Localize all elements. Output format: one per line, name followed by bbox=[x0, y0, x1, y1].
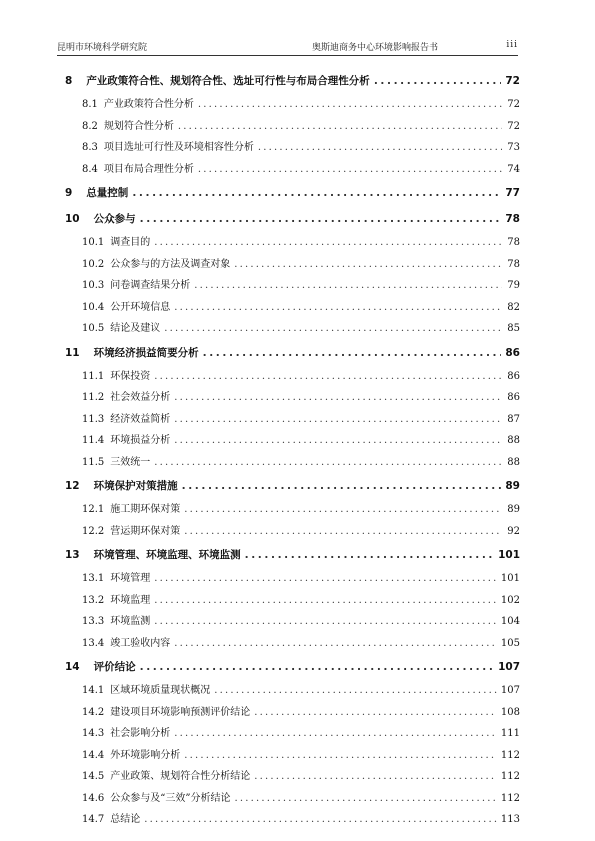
toc-entry-title: 施工期环保对策 bbox=[110, 504, 181, 515]
toc-entry-page: 88 bbox=[507, 435, 520, 446]
toc-section-entry[interactable] bbox=[65, 590, 520, 612]
toc-entry-page: 74 bbox=[507, 163, 520, 175]
toc-entry-number: 10.4 bbox=[82, 301, 105, 313]
header-page-number: iii bbox=[506, 40, 518, 50]
toc-entry-number: 13.4 bbox=[82, 637, 105, 649]
toc-entry-number: 11.4 bbox=[82, 435, 105, 446]
toc-entry-page: 101 bbox=[498, 549, 520, 561]
toc-entry-page: 112 bbox=[500, 771, 520, 782]
toc-entry-title: 三效统一 bbox=[110, 456, 151, 468]
toc-dot-leader bbox=[198, 94, 502, 116]
toc-entry-title: 环境损益分析 bbox=[110, 435, 171, 446]
toc-entry-number: 11.5 bbox=[82, 456, 105, 468]
toc-entry-title: 公众参与的方法及调查对象 bbox=[110, 258, 231, 270]
toc-section-entry[interactable] bbox=[65, 809, 520, 831]
toc-dot-leader bbox=[154, 611, 497, 633]
toc-section-entry[interactable] bbox=[65, 521, 520, 543]
toc-entry-title: 环境管理 bbox=[110, 573, 151, 584]
toc-section-entry[interactable] bbox=[65, 409, 520, 431]
toc-entry-page: 111 bbox=[500, 728, 520, 739]
toc-entry-page: 108 bbox=[500, 706, 520, 718]
toc-entry-number: 8.4 bbox=[82, 163, 98, 175]
toc-dot-leader bbox=[164, 318, 502, 340]
toc-entry-page: 107 bbox=[500, 685, 520, 696]
toc-section-entry[interactable] bbox=[65, 611, 520, 633]
toc-dot-leader bbox=[140, 206, 502, 232]
toc-section-entry[interactable] bbox=[65, 159, 520, 181]
toc-entry-number: 13.1 bbox=[82, 573, 105, 584]
toc-section-entry[interactable] bbox=[65, 723, 520, 745]
toc-entry-title: 产业政策符合性、规划符合性、选址可行性与布局合理性分析 bbox=[86, 75, 370, 87]
toc-dot-leader bbox=[154, 366, 502, 388]
toc-section-entry[interactable] bbox=[65, 297, 520, 319]
toc-entry-number: 14.5 bbox=[82, 771, 105, 782]
toc-entry-number: 12.1 bbox=[82, 504, 105, 515]
toc-dot-leader bbox=[154, 452, 502, 474]
toc-entry-title: 外环境影响分析 bbox=[110, 749, 181, 761]
toc-entry-page: 85 bbox=[507, 323, 520, 334]
toc-dot-leader bbox=[174, 633, 497, 655]
toc-entry-page: 78 bbox=[507, 258, 520, 270]
toc-section-entry[interactable] bbox=[65, 366, 520, 388]
toc-entry-title: 总量控制 bbox=[86, 187, 129, 199]
toc-dot-leader bbox=[234, 254, 502, 276]
toc-entry-title: 营运期环保对策 bbox=[110, 525, 181, 537]
toc-entry-page: 72 bbox=[507, 99, 520, 110]
toc-entry-title: 调查目的 bbox=[110, 237, 151, 248]
toc-entry-number: 14.4 bbox=[82, 749, 105, 761]
toc-section-entry[interactable] bbox=[65, 568, 520, 590]
toc-entry-page: 79 bbox=[507, 280, 520, 291]
toc-entry-page: 86 bbox=[505, 346, 520, 359]
toc-entry-title: 环境监测 bbox=[110, 616, 151, 627]
toc-entry-number: 14.2 bbox=[82, 706, 105, 718]
toc-entry-title: 结论及建议 bbox=[110, 323, 161, 334]
toc-dot-leader bbox=[245, 542, 494, 568]
header-divider bbox=[57, 55, 518, 56]
toc-dot-leader bbox=[174, 297, 502, 319]
toc-chapter-entry[interactable] bbox=[65, 340, 520, 366]
toc-entry-title: 环境管理、环境监理、环境监测 bbox=[93, 549, 241, 561]
toc-chapter-entry[interactable] bbox=[65, 206, 520, 232]
toc-entry-number: 13 bbox=[65, 549, 80, 561]
toc-section-entry[interactable] bbox=[65, 318, 520, 340]
toc-section-entry[interactable] bbox=[65, 633, 520, 655]
toc-entry-title: 经济效益简析 bbox=[110, 413, 171, 425]
toc-entry-number: 12.2 bbox=[82, 525, 105, 537]
toc-dot-leader bbox=[203, 340, 502, 366]
toc-entry-title: 产业政策符合性分析 bbox=[103, 99, 194, 110]
toc-dot-leader bbox=[184, 521, 502, 543]
toc-dot-leader bbox=[178, 116, 502, 138]
toc-entry-page: 113 bbox=[500, 814, 520, 825]
toc-entry-title: 公众参与及“三效”分析结论 bbox=[110, 792, 231, 804]
toc-entry-title: 社会效益分析 bbox=[110, 392, 171, 403]
toc-entry-number: 11.3 bbox=[82, 413, 105, 425]
toc-chapter-entry[interactable] bbox=[65, 68, 520, 94]
toc-section-entry[interactable] bbox=[65, 430, 520, 452]
toc-dot-leader bbox=[182, 473, 502, 499]
toc-entry-page: 72 bbox=[505, 75, 520, 87]
toc-entry-page: 72 bbox=[507, 120, 520, 132]
toc-dot-leader bbox=[154, 590, 497, 612]
toc-chapter-entry[interactable] bbox=[65, 473, 520, 499]
toc-entry-number: 10.2 bbox=[82, 258, 105, 270]
toc-chapter-entry[interactable] bbox=[65, 654, 520, 680]
toc-section-entry[interactable] bbox=[65, 387, 520, 409]
toc-entry-title: 评价结论 bbox=[93, 661, 136, 673]
toc-entry-number: 14.7 bbox=[82, 814, 105, 825]
toc-entry-title: 竣工验收内容 bbox=[110, 637, 171, 649]
toc-entry-title: 环境经济损益简要分析 bbox=[93, 346, 199, 359]
toc-dot-leader bbox=[174, 430, 502, 452]
toc-entry-page: 105 bbox=[500, 637, 520, 649]
toc-entry-title: 规划符合性分析 bbox=[103, 120, 174, 132]
toc-entry-title: 总结论 bbox=[110, 814, 141, 825]
toc-entry-title: 项目选址可行性及环境相容性分析 bbox=[103, 142, 254, 153]
toc-entry-number: 9 bbox=[65, 187, 73, 199]
toc-entry-number: 10 bbox=[65, 213, 80, 225]
toc-dot-leader bbox=[144, 809, 497, 831]
toc-entry-page: 77 bbox=[505, 187, 520, 199]
toc-entry-page: 86 bbox=[507, 392, 520, 403]
toc-dot-leader bbox=[374, 68, 502, 94]
toc-section-entry[interactable] bbox=[65, 116, 520, 138]
toc-entry-number: 10.3 bbox=[82, 280, 105, 291]
toc-chapter-entry[interactable] bbox=[65, 180, 520, 206]
toc-entry-title: 社会影响分析 bbox=[110, 728, 171, 739]
toc-entry-page: 78 bbox=[505, 213, 520, 225]
toc-entry-title: 区域环境质量现状概况 bbox=[110, 685, 211, 696]
toc-dot-leader bbox=[194, 275, 502, 297]
toc-entry-page: 107 bbox=[498, 661, 520, 673]
toc-section-entry[interactable] bbox=[65, 94, 520, 116]
toc-entry-title: 公开环境信息 bbox=[110, 301, 171, 313]
toc-section-entry[interactable] bbox=[65, 788, 520, 810]
toc-section-entry[interactable] bbox=[65, 766, 520, 788]
toc-entry-page: 73 bbox=[507, 142, 520, 153]
toc-dot-leader bbox=[154, 568, 497, 590]
toc-entry-page: 92 bbox=[507, 525, 520, 537]
toc-entry-number: 11.2 bbox=[82, 392, 105, 403]
toc-dot-leader bbox=[198, 159, 502, 181]
toc-entry-number: 10.1 bbox=[82, 237, 105, 248]
toc-entry-title: 项目布局合理性分析 bbox=[103, 163, 194, 175]
toc-entry-page: 104 bbox=[500, 616, 520, 627]
toc-entry-number: 14.1 bbox=[82, 685, 105, 696]
toc-entry-number: 11 bbox=[65, 346, 80, 359]
toc-entry-page: 89 bbox=[505, 480, 520, 492]
toc-entry-title: 环保投资 bbox=[110, 370, 151, 382]
toc-entry-number: 13.3 bbox=[82, 616, 105, 627]
toc-entry-page: 86 bbox=[507, 370, 520, 382]
toc-entry-number: 11.1 bbox=[82, 370, 105, 382]
toc-entry-page: 112 bbox=[500, 749, 520, 761]
toc-dot-leader bbox=[174, 723, 497, 745]
toc-entry-title: 建设项目环境影响预测评价结论 bbox=[110, 706, 251, 718]
table-of-contents bbox=[65, 68, 520, 831]
toc-dot-leader bbox=[235, 788, 497, 810]
toc-entry-number: 8.1 bbox=[82, 99, 98, 110]
toc-dot-leader bbox=[254, 766, 497, 788]
toc-entry-title: 公众参与 bbox=[93, 213, 136, 225]
toc-entry-number: 8.3 bbox=[82, 142, 98, 153]
toc-dot-leader bbox=[214, 680, 497, 702]
toc-dot-leader bbox=[254, 702, 497, 724]
toc-dot-leader bbox=[184, 745, 497, 767]
toc-entry-title: 环境保护对策措施 bbox=[93, 480, 178, 492]
toc-dot-leader bbox=[258, 137, 502, 159]
toc-entry-number: 14.6 bbox=[82, 792, 105, 804]
toc-entry-title: 环境监理 bbox=[110, 594, 151, 606]
toc-entry-page: 88 bbox=[507, 456, 520, 468]
toc-section-entry[interactable] bbox=[65, 254, 520, 276]
header-organization: 昆明市环境科学研究院 bbox=[57, 43, 148, 53]
toc-dot-leader bbox=[174, 409, 502, 431]
toc-dot-leader bbox=[140, 654, 494, 680]
toc-entry-page: 112 bbox=[500, 792, 520, 804]
toc-chapter-entry[interactable] bbox=[65, 542, 520, 568]
toc-entry-number: 8 bbox=[65, 75, 73, 87]
toc-section-entry[interactable] bbox=[65, 452, 520, 474]
toc-entry-page: 78 bbox=[507, 237, 520, 248]
toc-section-entry[interactable] bbox=[65, 275, 520, 297]
toc-entry-page: 102 bbox=[500, 594, 520, 606]
toc-section-entry[interactable] bbox=[65, 232, 520, 254]
toc-entry-number: 14 bbox=[65, 661, 80, 673]
toc-entry-number: 8.2 bbox=[82, 120, 98, 132]
header-report-title: 奥斯迪商务中心环境影响报告书 bbox=[312, 43, 439, 53]
toc-dot-leader bbox=[154, 232, 502, 254]
toc-dot-leader bbox=[174, 387, 502, 409]
toc-dot-leader bbox=[184, 499, 502, 521]
page-header bbox=[57, 38, 518, 54]
toc-section-entry[interactable] bbox=[65, 680, 520, 702]
toc-entry-page: 101 bbox=[500, 573, 520, 584]
toc-entry-page: 89 bbox=[507, 504, 520, 515]
toc-entry-title: 产业政策、规划符合性分析结论 bbox=[110, 771, 251, 782]
toc-section-entry[interactable] bbox=[65, 137, 520, 159]
toc-entry-number: 10.5 bbox=[82, 323, 105, 334]
toc-section-entry[interactable] bbox=[65, 499, 520, 521]
toc-entry-number: 13.2 bbox=[82, 594, 105, 606]
toc-entry-number: 14.3 bbox=[82, 728, 105, 739]
toc-section-entry[interactable] bbox=[65, 745, 520, 767]
toc-section-entry[interactable] bbox=[65, 702, 520, 724]
toc-entry-number: 12 bbox=[65, 480, 80, 492]
toc-dot-leader bbox=[132, 180, 501, 206]
toc-entry-page: 82 bbox=[507, 301, 520, 313]
toc-entry-title: 问卷调查结果分析 bbox=[110, 280, 191, 291]
toc-entry-page: 87 bbox=[507, 413, 520, 425]
